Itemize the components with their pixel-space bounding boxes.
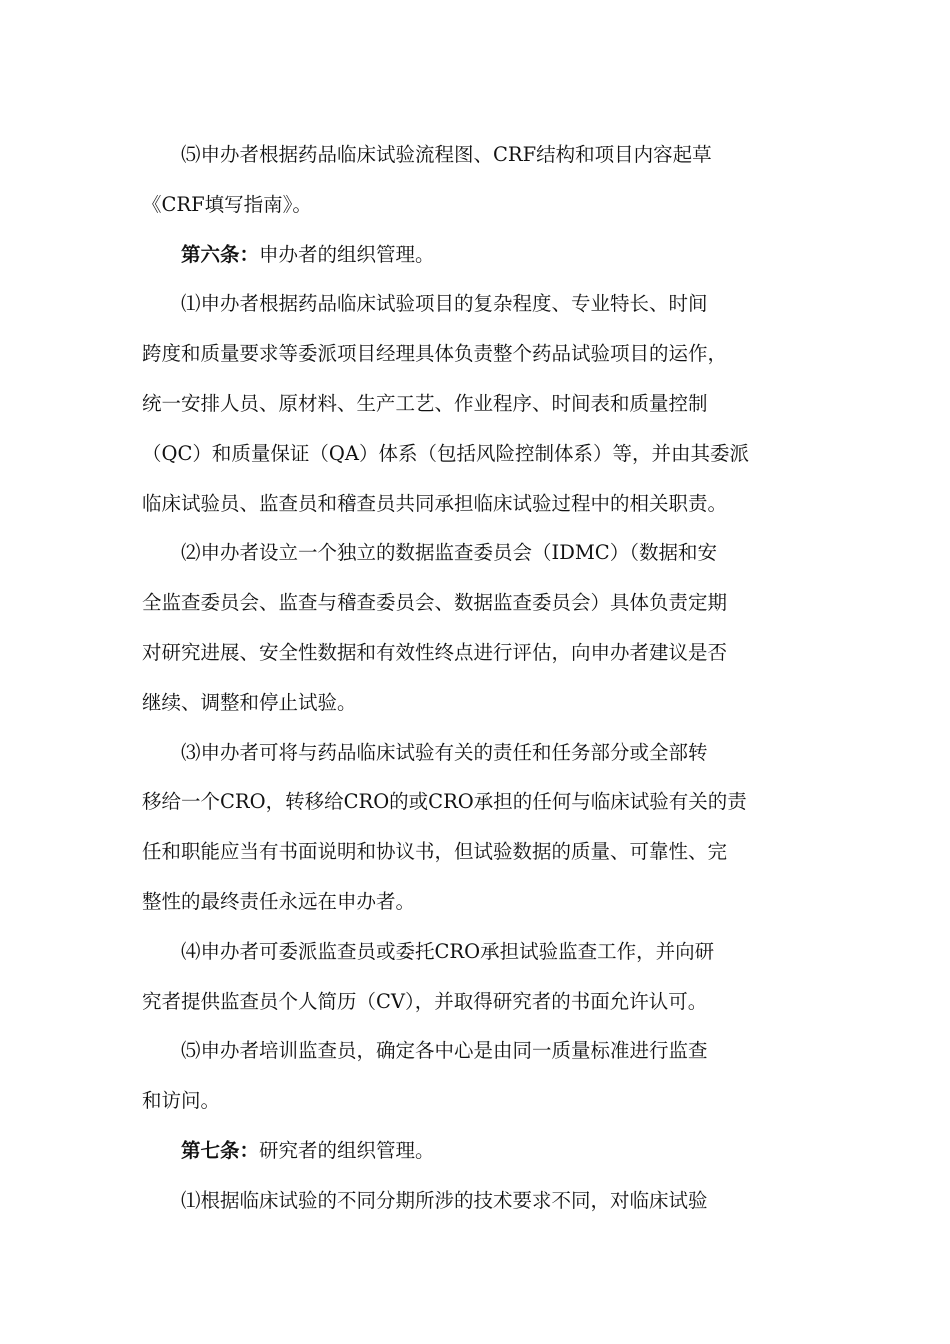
paragraph-cro-transfer	[142, 728, 812, 927]
text-line: ⑸申办者根据药品临床试验流程图、CRF结构和项目内容起草	[181, 143, 712, 166]
article-seven-text: 研究者的组织管理。	[259, 1138, 435, 1162]
text-line: （QC）和质量保证（QA）体系（包括风险控制体系）等，并由其委派	[142, 441, 749, 465]
text-line: 整性的最终责任永远在申办者。	[142, 889, 416, 913]
document-body	[142, 130, 812, 1226]
text-line: 统一安排人员、原材料、生产工艺、作业程序、时间表和质量控制	[142, 391, 708, 415]
text-line: ⑷申办者可委派监查员或委托CRO承担试验监查工作，并向研	[181, 939, 715, 963]
paragraph-monitor-training	[142, 1026, 812, 1126]
text-line: 临床试验员、监查员和稽查员共同承担临床试验过程中的相关职责。	[142, 491, 728, 515]
text-line: 和访问。	[142, 1089, 221, 1113]
paragraph-monitor-assignment	[142, 927, 812, 1027]
article-seven-heading: 第七条：	[181, 1138, 260, 1162]
text-line: 《CRF填写指南》。	[142, 192, 312, 216]
text-line: ⑴申办者根据药品临床试验项目的复杂程度、专业特长、时间	[181, 292, 708, 316]
text-line: 跨度和质量要求等委派项目经理具体负责整个药品试验项目的运作，	[142, 342, 728, 366]
text-line: 对研究进展、安全性数据和有效性终点进行评估，向申办者建议是否	[142, 640, 728, 664]
paragraph-idmc	[142, 528, 812, 727]
text-line: ⑵申办者设立一个独立的数据监查委员会（IDMC）（数据和安	[181, 541, 717, 565]
text-line: ⑸申办者培训监查员，确定各中心是由同一质量标准进行监查	[181, 1039, 708, 1063]
article-six-text: 申办者的组织管理。	[259, 242, 435, 266]
paragraph-project-manager	[142, 279, 812, 528]
paragraph-trial-phases	[142, 1176, 812, 1226]
text-line: ⑶申办者可将与药品临床试验有关的责任和任务部分或全部转	[181, 740, 708, 764]
text-line: 任和职能应当有书面说明和协议书，但试验数据的质量、可靠性、完	[142, 840, 728, 864]
paragraph-crf-guide	[142, 130, 812, 230]
article-six	[142, 230, 812, 280]
article-six-heading: 第六条：	[181, 242, 260, 266]
article-seven	[142, 1126, 812, 1176]
text-line: 移给一个CRO，转移给CRO的或CRO承担的任何与临床试验有关的责	[142, 790, 747, 814]
text-line: ⑴根据临床试验的不同分期所涉的技术要求不同，对临床试验	[181, 1188, 708, 1212]
text-line: 全监查委员会、监查与稽查委员会、数据监查委员会）具体负责定期	[142, 591, 728, 615]
text-line: 继续、调整和停止试验。	[142, 690, 357, 714]
text-line: 究者提供监查员个人简历（CV），并取得研究者的书面允许认可。	[142, 989, 708, 1013]
